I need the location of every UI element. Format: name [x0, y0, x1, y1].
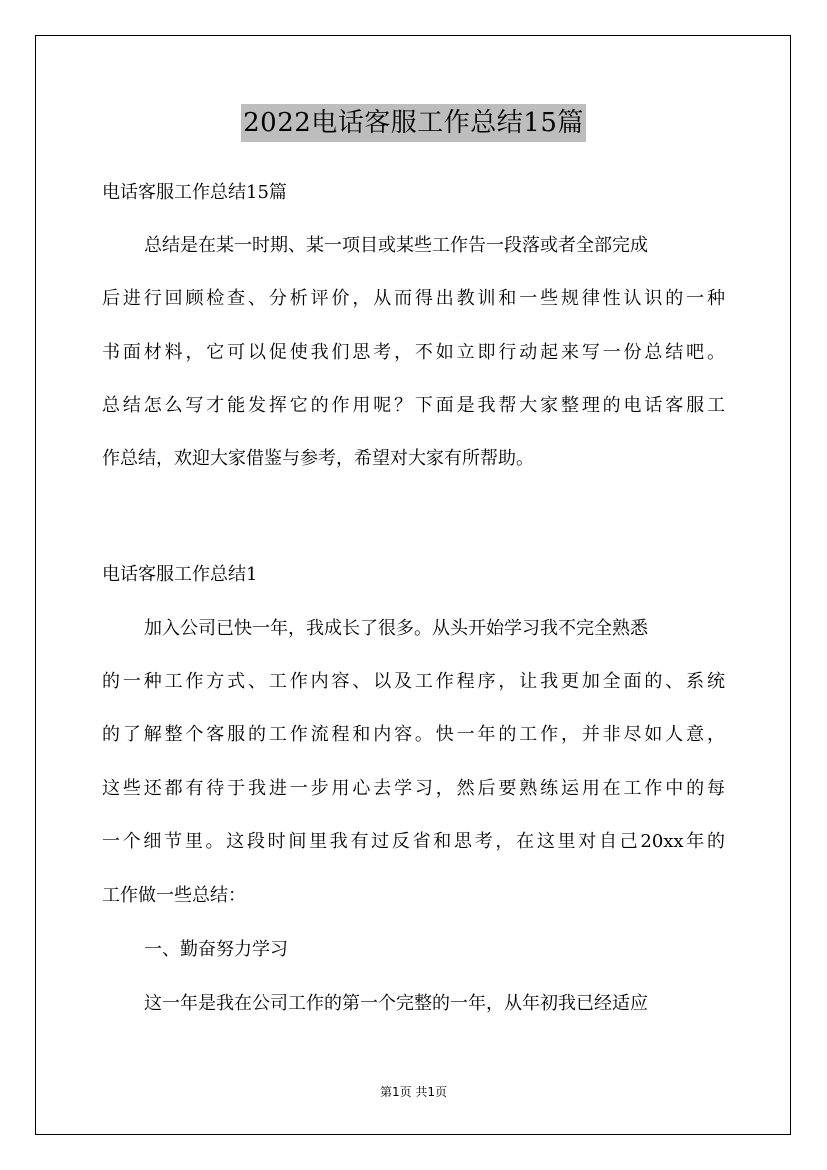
intro-line-3: 书面材料，它可以促使我们思考，不如立即行动起来写一份总结吧。 [102, 342, 725, 363]
document-title: 2022电话客服工作总结15篇 [241, 104, 586, 142]
last-line: 这一年是我在公司工作的第一个完整的一年，从年初我已经适应 [144, 993, 648, 1014]
body-line-4: 这些还都有待于我进一步用心去学习，然后要熟练运用在工作中的每 [102, 778, 725, 799]
body-line-5: 一个细节里。这段时间里我有过反省和思考，在这里对自己20xx年的 [102, 831, 725, 852]
body-line-2: 的一种工作方式、工作内容、以及工作程序，让我更加全面的、系统 [102, 671, 725, 692]
title-wrap [102, 104, 725, 142]
intro-line-4: 总结怎么写才能发挥它的作用呢？下面是我帮大家整理的电话客服工 [102, 395, 725, 416]
heading-1: 一、勤奋努力学习 [144, 939, 288, 960]
body-line-1: 加入公司已快一年，我成长了很多。从头开始学习我不完全熟悉 [144, 618, 648, 639]
section-title: 电话客服工作总结1 [102, 564, 258, 585]
intro-line-1: 总结是在某一时期、某一项目或某些工作告一段落或者全部完成 [144, 235, 648, 256]
page-footer: 第1页 共1页 [379, 1085, 448, 1099]
subtitle: 电话客服工作总结15篇 [102, 182, 287, 203]
intro-line-5: 作总结，欢迎大家借鉴与参考，希望对大家有所帮助。 [102, 448, 534, 469]
body-line-6: 工作做一些总结： [102, 885, 246, 906]
body-line-3: 的了解整个客服的工作流程和内容。快一年的工作，并非尽如人意， [102, 724, 725, 745]
intro-line-2: 后进行回顾检查、分析评价，从而得出教训和一些规律性认识的一种 [102, 288, 725, 309]
